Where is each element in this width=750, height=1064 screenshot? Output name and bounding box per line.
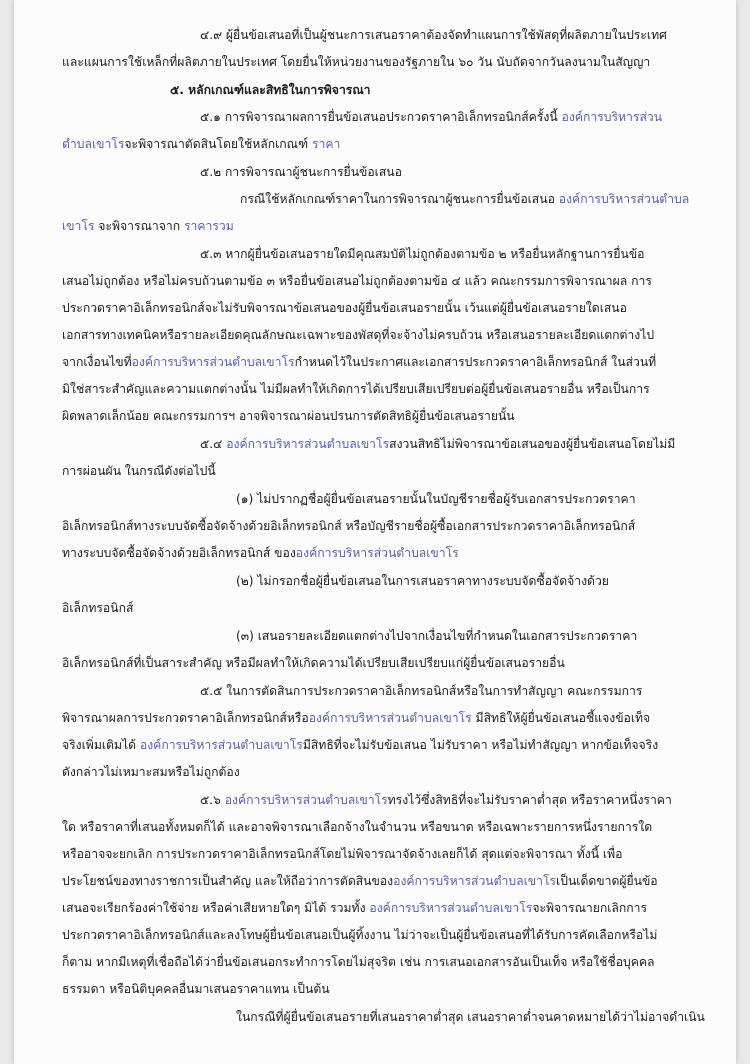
text-segment: เสนอไม่ถูกต้อง หรือไม่ครบถ้วนตามข้อ ๓ หรือยื่นข้อเสนอไม่ถูกต้องตามข้อ ๔ แล้ว คณะกรรมการพิจารณาผล การ bbox=[62, 274, 652, 288]
text-segment: เอกสารทางเทคนิคหรือรายละเอียดคุณลักษณะเฉพาะของพัสดุที่จะจ้างไม่ครบถ้วน หรือเสนอรายละเอียดแตกต่างไป bbox=[62, 328, 655, 342]
text-line bbox=[62, 764, 240, 781]
text-line bbox=[62, 54, 650, 71]
text-line bbox=[62, 655, 565, 672]
text-line bbox=[62, 737, 658, 754]
text-line bbox=[62, 463, 216, 480]
text-line bbox=[62, 300, 627, 317]
text-line bbox=[200, 164, 402, 181]
text-segment: ใด หรือราคาที่เสนอทั้งหมดก็ได้ และอาจพิจารณาเลือกจ้างในจำนวน หรือขนาด หรือเฉพาะรายการหนึ่งรายการใด bbox=[62, 820, 653, 834]
text-segment: มิใช่สาระสำคัญและความแตกต่างนั้น ไม่มีผลทำให้เกิดการได้เปรียบเสียเปรียบต่อผู้ยื่นข้อเสนอรายอื่น หรือเป็นการ bbox=[62, 382, 650, 396]
document-page bbox=[14, 0, 736, 1064]
text-segment: ๕.๖ bbox=[200, 793, 225, 807]
text-line bbox=[62, 710, 650, 727]
text-segment: กำหนดไว้ในประกาศและเอกสารประกวดราคาอิเล็กทรอนิกส์ ในส่วนที่ bbox=[294, 355, 657, 369]
text-segment: ๕.๔ bbox=[200, 437, 227, 451]
text-segment: เสนอจะเรียกร้องค่าใช้จ่าย หรือค่าเสียหายใดๆ มิได้ รวมทั้ง bbox=[62, 901, 370, 915]
text-line bbox=[62, 381, 650, 398]
text-segment: ผู้ยื่นข้อเสนอที่เป็นผู้ชนะการเสนอราคาต้องจัดทำแผนการใช้พัสดุที่ผลิตภายในประเทศ bbox=[222, 28, 667, 42]
text-line bbox=[200, 683, 642, 700]
text-line bbox=[62, 819, 652, 836]
text-segment: เป็นเด็ดขาดผู้ยื่นข้อ bbox=[556, 874, 658, 888]
highlighted-text: องค์การบริหารส่วนตำบลเขาโร bbox=[226, 437, 390, 451]
text-line bbox=[240, 191, 689, 208]
text-segment: (๑) ไม่ปรากฏชื่อผู้ยื่นข้อเสนอรายนั้นในบัญชีรายชื่อผู้รับเอกสารประกวดราคา bbox=[236, 492, 636, 506]
text-line bbox=[62, 218, 234, 235]
highlighted-text: องค์การบริหารส่วนตำบลเขาโร bbox=[393, 874, 557, 888]
text-segment: (๒) ไม่กรอกชื่อผู้ยื่นข้อเสนอในการเสนอราคาทางระบบจัดซื้อจัดจ้างด้วย bbox=[236, 574, 609, 588]
text-segment: ๔.๙ bbox=[200, 28, 223, 42]
highlighted-text: ราคา bbox=[311, 137, 341, 151]
text-line bbox=[200, 436, 675, 453]
highlighted-text: องค์การบริหารส่วนตำบลเขาโร bbox=[139, 738, 303, 752]
highlighted-text: องค์การบริหารส่วนตำบลเขาโร bbox=[295, 546, 459, 560]
highlighted-text: องค์การบริหารส่วน bbox=[561, 110, 663, 124]
text-line bbox=[236, 573, 609, 590]
text-segment: อิเล็กทรอนิกส์ที่เป็นสาระสำคัญ หรือมีผลทำให้เกิดความได้เปรียบเสียเปรียบแก่ผู้ยื่นข้อเสนอรายอื่น bbox=[62, 656, 565, 670]
text-line bbox=[62, 518, 635, 535]
highlighted-text: ราคารวม bbox=[183, 219, 234, 233]
text-line bbox=[236, 628, 637, 645]
text-line bbox=[170, 82, 371, 99]
text-segment: ธรรมดา หรือนิติบุคคลอื่นมาเสนอราคาแทน เป็นต้น bbox=[62, 982, 330, 996]
text-segment: และแผนการใช้เหล็กที่ผลิตภายในประเทศ โดยยื่นให้หน่วยงานของรัฐภายใน ๖๐ วัน นับถัดจากวันลงนามในสัญญา bbox=[62, 55, 651, 69]
text-segment: ในกรณีที่ผู้ยื่นข้อเสนอรายที่เสนอราคาต่ำสุด เสนอราคาต่ำจนคาดหมายได้ว่าไม่อาจดำเนิน bbox=[236, 1010, 705, 1024]
text-segment: ๕.๕ ในการตัดสินการประกวดราคาอิเล็กทรอนิกส์หรือในการทำสัญญา คณะกรรมการ bbox=[200, 684, 643, 698]
text-segment: มีสิทธิให้ผู้ยื่นข้อเสนอชี้แจงข้อเท็จ bbox=[471, 711, 651, 725]
text-segment: ๕.๒ การพิจารณาผู้ชนะการยื่นข้อเสนอ bbox=[200, 165, 402, 179]
text-segment: สงวนสิทธิไม่พิจารณาข้อเสนอของผู้ยื่นข้อเสนอโดยไม่มี bbox=[389, 437, 676, 451]
text-segment: (๓) เสนอรายละเอียดแตกต่างไปจากเงื่อนไขที่กำหนดในเอกสารประกวดราคา bbox=[236, 629, 638, 643]
text-segment: ประโยชน์ของทางราชการเป็นสำคัญ และให้ถือว่าการตัดสินของ bbox=[62, 874, 394, 888]
highlighted-text: องค์การบริหารส่วนตำบล bbox=[558, 192, 690, 206]
text-segment: ๕. หลักเกณฑ์และสิทธิในการพิจารณา bbox=[170, 83, 371, 97]
text-line bbox=[62, 846, 622, 863]
text-segment: การผ่อนผัน ในกรณีดังต่อไปนี้ bbox=[62, 464, 216, 478]
text-segment: ทางระบบจัดซื้อจัดจ้างด้วยอิเล็กทรอนิกส์ ของ bbox=[62, 546, 296, 560]
text-line bbox=[62, 927, 657, 944]
text-segment: อิเล็กทรอนิกส์ bbox=[62, 601, 134, 615]
text-line bbox=[62, 873, 658, 890]
text-line bbox=[62, 354, 656, 371]
text-segment: ดังกล่าวไม่เหมาะสมหรือไม่ถูกต้อง bbox=[62, 765, 240, 779]
text-segment: ทรงไว้ซึ่งสิทธิที่จะไม่รับราคาต่ำสุด หรือราคาหนึ่งราคา bbox=[387, 793, 672, 807]
text-line bbox=[62, 327, 654, 344]
text-segment: กรณีใช้หลักเกณฑ์ราคาในการพิจารณาผู้ชนะการยื่นข้อเสนอ bbox=[240, 192, 559, 206]
text-segment: อิเล็กทรอนิกส์ทางระบบจัดซื้อจัดจ้างด้วยอิเล็กทรอนิกส์ หรือบัญชีรายชื่อผู้ซื้อเอกสารประกวดราคาอิเล็กทรอนิกส์ bbox=[62, 519, 636, 533]
text-line bbox=[200, 246, 644, 263]
highlighted-text: ตำบลเขาโร bbox=[62, 137, 125, 151]
text-line bbox=[62, 981, 330, 998]
text-line bbox=[200, 27, 667, 44]
highlighted-text: เขาโร bbox=[62, 219, 95, 233]
text-segment: จากเงื่อนไขที่ bbox=[62, 355, 132, 369]
text-line bbox=[62, 136, 340, 153]
text-line bbox=[236, 491, 636, 508]
text-segment: ก็ตาม หากมีเหตุที่เชื่อถือได้ว่ายื่นข้อเสนอกระทำการโดยไม่สุจริต เช่น การเสนอเอกสารอันเป็นเท็จ หรือใช้ชื่อบุคคล bbox=[62, 955, 655, 969]
highlighted-text: องค์การบริหารส่วนตำบลเขาโร bbox=[224, 793, 388, 807]
highlighted-text: องค์การบริหารส่วนตำบลเขาโร bbox=[369, 901, 533, 915]
text-line bbox=[236, 1009, 705, 1026]
text-line bbox=[62, 545, 459, 562]
text-segment: ประกวดราคาอิเล็กทรอนิกส์และลงโทษผู้ยื่นข้อเสนอเป็นผู้ทิ้งงาน ไม่ว่าจะเป็นผู้ยื่นข้อเสนอที่ได้รับการคัดเลือกหรือไม่ bbox=[62, 928, 658, 942]
text-segment: จะพิจารณาตัดสินโดยใช้หลักเกณฑ์ bbox=[124, 137, 312, 151]
text-segment: ผิดพลาดเล็กน้อย คณะกรรมการฯ อาจพิจารณาผ่อนปรนการตัดสิทธิผู้ยื่นข้อเสนอรายนั้น bbox=[62, 409, 515, 423]
highlighted-text: องค์การบริหารส่วนตำบลเขาโร bbox=[308, 711, 472, 725]
text-segment: หรืออาจจะยกเลิก การประกวดราคาอิเล็กทรอนิกส์โดยไม่พิจารณาจัดจ้างเลยก็ได้ สุดแต่จะพิจารณา ทั้งนี้ เพื่อ bbox=[62, 847, 623, 861]
text-line bbox=[62, 600, 133, 617]
text-segment: จริงเพิ่มเติมได้ bbox=[62, 738, 140, 752]
text-segment: ๕.๑ การพิจารณาผลการยื่นข้อเสนอประกวดราคาอิเล็กทรอนิกส์ครั้งนี้ bbox=[200, 110, 562, 124]
text-segment: จะพิจารณาจาก bbox=[94, 219, 184, 233]
text-line bbox=[200, 109, 662, 126]
text-line bbox=[62, 954, 655, 971]
text-segment: มีสิทธิที่จะไม่รับข้อเสนอ ไม่รับราคา หรือไม่ทำสัญญา หากข้อเท็จจริง bbox=[302, 738, 659, 752]
text-segment: จะพิจารณายกเลิกการ bbox=[532, 901, 648, 915]
text-segment: ประกวดราคาอิเล็กทรอนิกส์จะไม่รับพิจารณาข้อเสนอของผู้ยื่นข้อเสนอรายนั้น เว้นแต่ผู้ยื่นข้อเสนอรายใดเสนอ bbox=[62, 301, 627, 315]
text-line bbox=[62, 408, 515, 425]
text-line bbox=[200, 792, 672, 809]
text-line bbox=[62, 273, 652, 290]
text-segment: พิจารณาผลการประกวดราคาอิเล็กทรอนิกส์หรือ bbox=[62, 711, 309, 725]
highlighted-text: องค์การบริหารส่วนตำบลเขาโร bbox=[131, 355, 295, 369]
text-line bbox=[62, 900, 647, 917]
text-segment: ๕.๓ หากผู้ยื่นข้อเสนอรายใดมีคุณสมบัติไม่ถูกต้องตามข้อ ๒ หรือยื่นหลักฐานการยื่นข้อ bbox=[200, 247, 645, 261]
